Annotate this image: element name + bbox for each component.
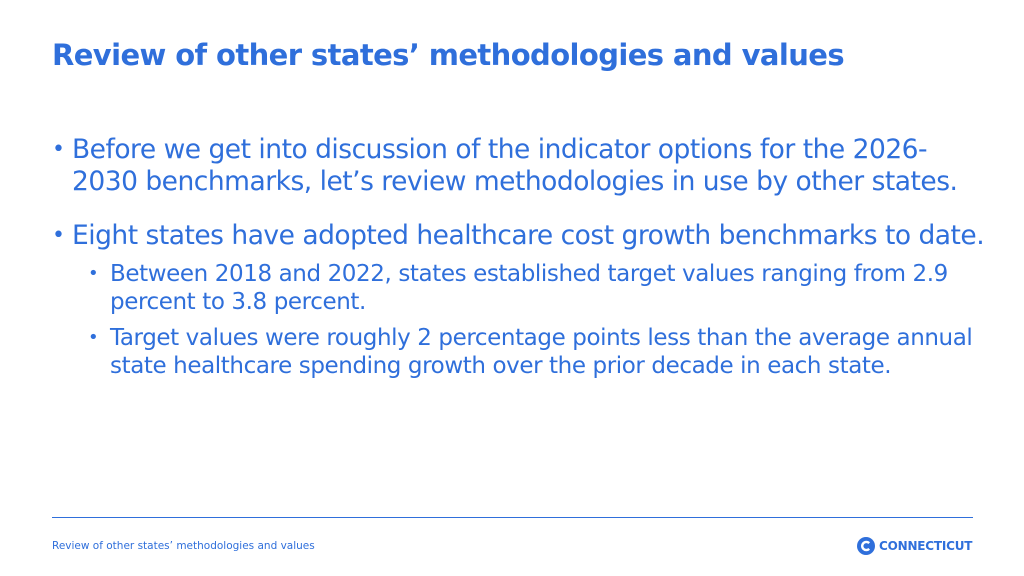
sub-bullet-text: Between 2018 and 2022, states established target values ranging from 2.9 percent to 3.8 percent.: [110, 261, 948, 315]
slide-title: Review of other states’ methodologies and values: [52, 38, 844, 72]
bullet-item: [52, 220, 992, 252]
bullet-text: Eight states have adopted healthcare cost growth benchmarks to date.: [72, 220, 985, 251]
connecticut-c-logo-icon: [857, 537, 875, 555]
bullet-dot-icon: •: [52, 137, 65, 162]
sub-bullet-item: [88, 324, 992, 380]
footer-divider: [52, 517, 973, 518]
bullet-dot-icon: •: [52, 223, 65, 248]
bullet-item: [52, 134, 992, 198]
sub-bullet-text: Target values were roughly 2 percentage points less than the average annual state healthcare spending growth over the prior decade in each state.: [110, 325, 973, 379]
footer-caption: Review of other states’ methodologies and values: [52, 540, 315, 552]
bullet-dot-icon: •: [88, 263, 99, 284]
bullet-text: Before we get into discussion of the indicator options for the 2026-2030 benchmarks, let’s review methodologies in use by other states.: [72, 134, 958, 197]
bullet-list: [52, 134, 992, 380]
sub-bullet-item: [88, 260, 992, 316]
connecticut-logo: [857, 536, 972, 556]
bullet-dot-icon: •: [88, 327, 99, 348]
logo-wordmark: CONNECTICUT: [879, 539, 973, 553]
